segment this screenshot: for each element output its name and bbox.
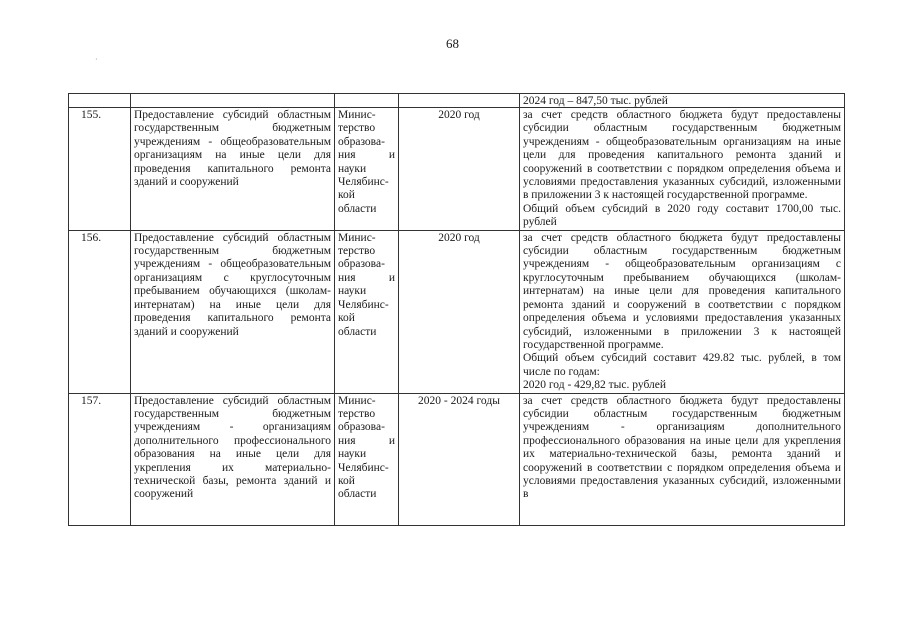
executor-line: Челябинс- (338, 176, 389, 189)
cell-measure-name: Предоставление субсидий областным государственным бюджетным учреждениям - общеобразовательным организациям на иные цели для проведения капитального ремонта зданий и сооружений (131, 108, 335, 231)
description-text: за счет средств областного бюджета будут предоставлены субсидии областным государственным бюджетным учреждениям - общеобразовательным организациям на иные цели для проведения капитального ремонта зданий и сооружений в соответствии с порядком определения объема и условиями предоставления указанных субсидий, изложенными в приложении 3 к настоящей государственной программе. (523, 109, 841, 202)
cell-period: 2020 - 2024 годы (399, 393, 520, 525)
table-row-continuation (69, 94, 845, 108)
cell-measure-name: Предоставление субсидий областным государственным бюджетным учреждениям - организациям дополнительного профессионального образования на иные цели для укрепления их материально-технической базы, ремонта зданий и сооружений (131, 393, 335, 525)
cell-number: 156. (69, 230, 131, 393)
cell-executor (335, 108, 399, 231)
cell-executor (335, 393, 399, 525)
executor-line: терство (338, 407, 376, 420)
executor-line: ния и (338, 149, 395, 162)
cell-period: 2020 год (399, 230, 520, 393)
executor-line: терство (338, 245, 376, 258)
executor-line: ния и (338, 434, 395, 447)
executor-line: кой (338, 189, 355, 202)
cell-description (520, 393, 845, 525)
cell-number (69, 94, 131, 108)
table-row-155 (69, 108, 845, 231)
executor-line: терство (338, 122, 376, 135)
cell-executor (335, 94, 399, 108)
executor-line: Челябинс- (338, 461, 389, 474)
program-measures-table (68, 93, 845, 526)
cell-description (520, 230, 845, 393)
executor-line: Челябинс- (338, 298, 389, 311)
executor-line: образова- (338, 421, 385, 434)
executor-line: образова- (338, 258, 385, 271)
cell-period (399, 94, 520, 108)
executor-line: области (338, 202, 377, 215)
cell-number: 155. (69, 108, 131, 231)
description-text: за счет средств областного бюджета будут предоставлены субсидии областным государственным бюджетным учреждениям - общеобразовательным организациям с круглосуточным пребыванием обучающихся (школам-интернатам) на иные цели для проведения капитального ремонта зданий и сооружений в соответствии с порядком определения объема и условиями предоставления указанных субсидий, изложенными в приложении 3 к настоящей государственной программе. (523, 231, 841, 351)
scan-mark: · (95, 55, 98, 64)
executor-line: науки (338, 448, 367, 461)
executor-line: образова- (338, 135, 385, 148)
executor-line: области (338, 325, 377, 338)
executor-line: Минис- (338, 109, 376, 121)
cell-description (520, 94, 845, 108)
cell-number: 157. (69, 393, 131, 525)
executor-line: науки (338, 285, 367, 298)
executor-line: области (338, 488, 377, 501)
cell-period: 2020 год (399, 108, 520, 231)
description-text: за счет средств областного бюджета будут предоставлены субсидии областным государственным бюджетным учреждениям - организациям дополнительного профессионального образования на иные цели для укрепления их материально-технической базы, ремонта зданий и сооружений в соответствии с порядком определения объема и условиями предоставления указанных субсидий, изложенными в (523, 394, 841, 501)
executor-line: Минис- (338, 231, 376, 244)
table-row-157 (69, 393, 845, 525)
cell-measure-name (131, 94, 335, 108)
executor-line: кой (338, 312, 355, 325)
cell-description (520, 108, 845, 231)
description-total: Общий объем субсидий составит 429.82 тыс. рублей, в том числе по годам: (523, 352, 841, 378)
cell-executor (335, 230, 399, 393)
page-number: 68 (446, 36, 459, 51)
description-year-amount: 2020 год - 429,82 тыс. рублей (523, 379, 667, 392)
description-text: 2024 год – 847,50 тыс. рублей (523, 95, 668, 107)
executor-line: науки (338, 162, 367, 175)
table-row-156 (69, 230, 845, 393)
executor-line: кой (338, 474, 355, 487)
description-total: Общий объем субсидий в 2020 году составит 1700,00 тыс. рублей (523, 202, 841, 229)
executor-line: Минис- (338, 394, 376, 407)
cell-measure-name: Предоставление субсидий областным государственным бюджетным учреждениям - общеобразовательным организациям с круглосуточным пребыванием обучающихся (школам-интернатам) на иные цели для проведения капитального ремонта зданий и сооружений (131, 230, 335, 393)
executor-line: ния и (338, 271, 395, 284)
